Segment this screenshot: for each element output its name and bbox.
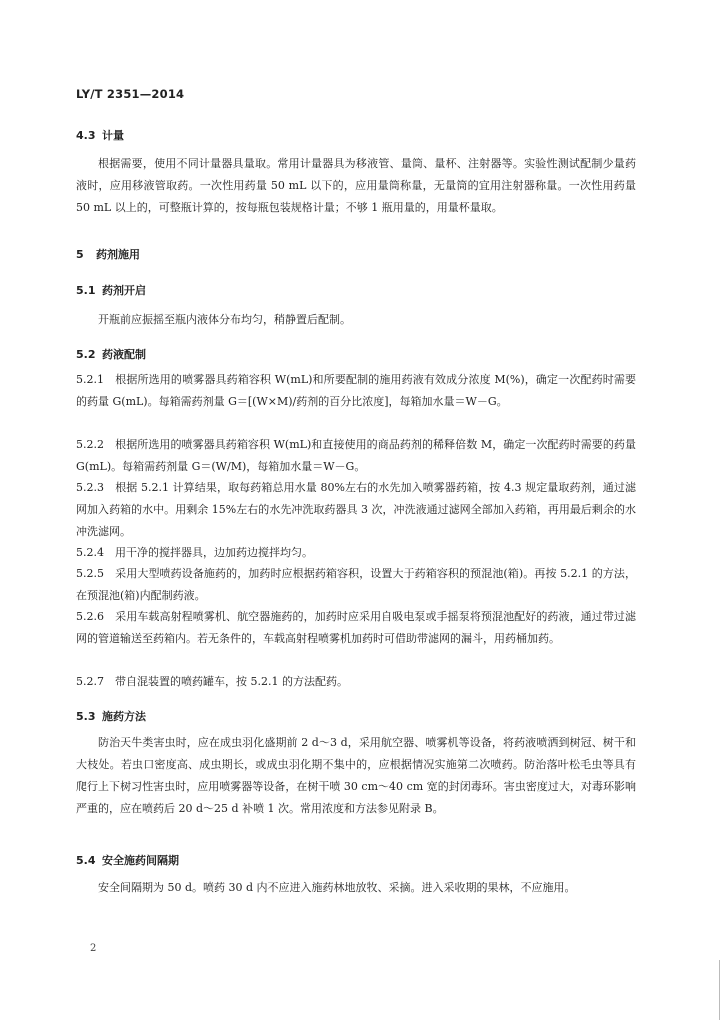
standard-code-header: LY/T 2351—2014 [76, 87, 185, 101]
section-title: 药液配制 [102, 348, 146, 361]
section-number: 5.1 [76, 284, 96, 297]
clause-5-2-3: 5.2.3 根据 5.2.1 计算结果，取每药箱总用水量 80%左右的水先加入喷雾器药箱，按 4.3 规定量取药剂，通过滤网加入药箱的水中。用剩余 15%左右的水先冲洗取药器具 3 次，冲洗液通过滤网全部加入药箱，再用最后剩余的水冲洗滤网。 [76, 481, 636, 538]
paragraph-5-4: 安全间隔期为 50 d。喷药 30 d 内不应进入施药林地放牧、采摘。进入采收期的果林，不应施用。 [98, 881, 576, 894]
section-heading-5 [76, 246, 140, 262]
section-title: 安全施药间隔期 [102, 854, 179, 867]
section-heading-4-3 [76, 127, 124, 143]
section-title: 施药方法 [102, 710, 146, 723]
section-number: 4.3 [76, 129, 96, 142]
section-heading-5-2 [76, 346, 146, 362]
clause-5-2-7: 5.2.7 带自混装置的喷药罐车，按 5.2.1 的方法配药。 [76, 675, 348, 688]
section-number: 5.3 [76, 710, 96, 723]
clause-5-2-4: 5.2.4 用干净的搅拌器具，边加药边搅拌均匀。 [76, 546, 313, 559]
clause-5-2-1: 5.2.1 根据所选用的喷雾器具药箱容积 W(mL)和所要配制的施用药液有效成分浓度 M(%)，确定一次配药时需要的药量 G(mL)。每箱需药剂量 G＝[(W×M)/药剂的百分比浓度]，每箱加水量＝W－G。 [76, 373, 636, 408]
section-title: 药剂开启 [102, 284, 146, 297]
clause-5-2-5: 5.2.5 采用大型喷药设备施药的，加药时应根据药箱容积，设置大于药箱容积的预混池(箱)。再按 5.2.1 的方法，在预混池(箱)内配制药液。 [76, 567, 636, 602]
paragraph-4-3: 根据需要，使用不同计量器具量取。常用计量器具为移液管、量筒、量杯、注射器等。实验性测试配制少量药液时，应用移液管取药。一次性用药量 50 mL 以下的，应用量筒称量，无量筒的宜用注射器称量。一次性用药量 50 mL 以上的，可整瓶计算的，按每瓶包装规格计量；不够 1 瓶用量的，用量杯量取。 [76, 157, 636, 214]
clause-5-2-6: 5.2.6 采用车载高射程喷雾机、航空器施药的，加药时应采用自吸电泵或手摇泵将预混池配好的药液，通过带过滤网的管道输送至药箱内。若无条件的，车载高射程喷雾机加药时可借助带滤网的漏斗，用药桶加药。 [76, 610, 636, 645]
section-heading-5-3 [76, 708, 146, 724]
section-title: 计量 [102, 129, 124, 142]
section-number: 5.2 [76, 348, 96, 361]
section-heading-5-4 [76, 852, 179, 868]
paragraph-5-1: 开瓶前应振摇至瓶内液体分布均匀，稍静置后配制。 [98, 313, 351, 326]
clause-5-2-2: 5.2.2 根据所选用的喷雾器具药箱容积 W(mL)和直接使用的商品药剂的稀释倍数 M，确定一次配药时需要的药量 G(mL)。每箱需药剂量 G＝(W/M)，每箱加水量＝W－G。 [76, 438, 636, 473]
section-number: 5 [76, 248, 84, 261]
section-heading-5-1 [76, 282, 146, 298]
scan-edge-mark [715, 960, 720, 1020]
paragraph-5-3: 防治天牛类害虫时，应在成虫羽化盛期前 2 d～3 d，采用航空器、喷雾机等设备，将药液喷洒到树冠、树干和大枝处。若虫口密度高、成虫期长，或成虫羽化期不集中的，应根据情况实施第二次喷药。防治落叶松毛虫等具有爬行上下树习性害虫时，应用喷雾器等设备，在树干喷 30 cm～40 cm 宽的封闭毒环。害虫密度过大，对毒环影响严重的，应在喷药后 20 d～25 d 补喷 1 次。常用浓度和方法参见附录 B。 [76, 736, 636, 815]
section-number: 5.4 [76, 854, 96, 867]
page-number: 2 [90, 943, 97, 954]
section-title: 药剂施用 [96, 248, 140, 261]
